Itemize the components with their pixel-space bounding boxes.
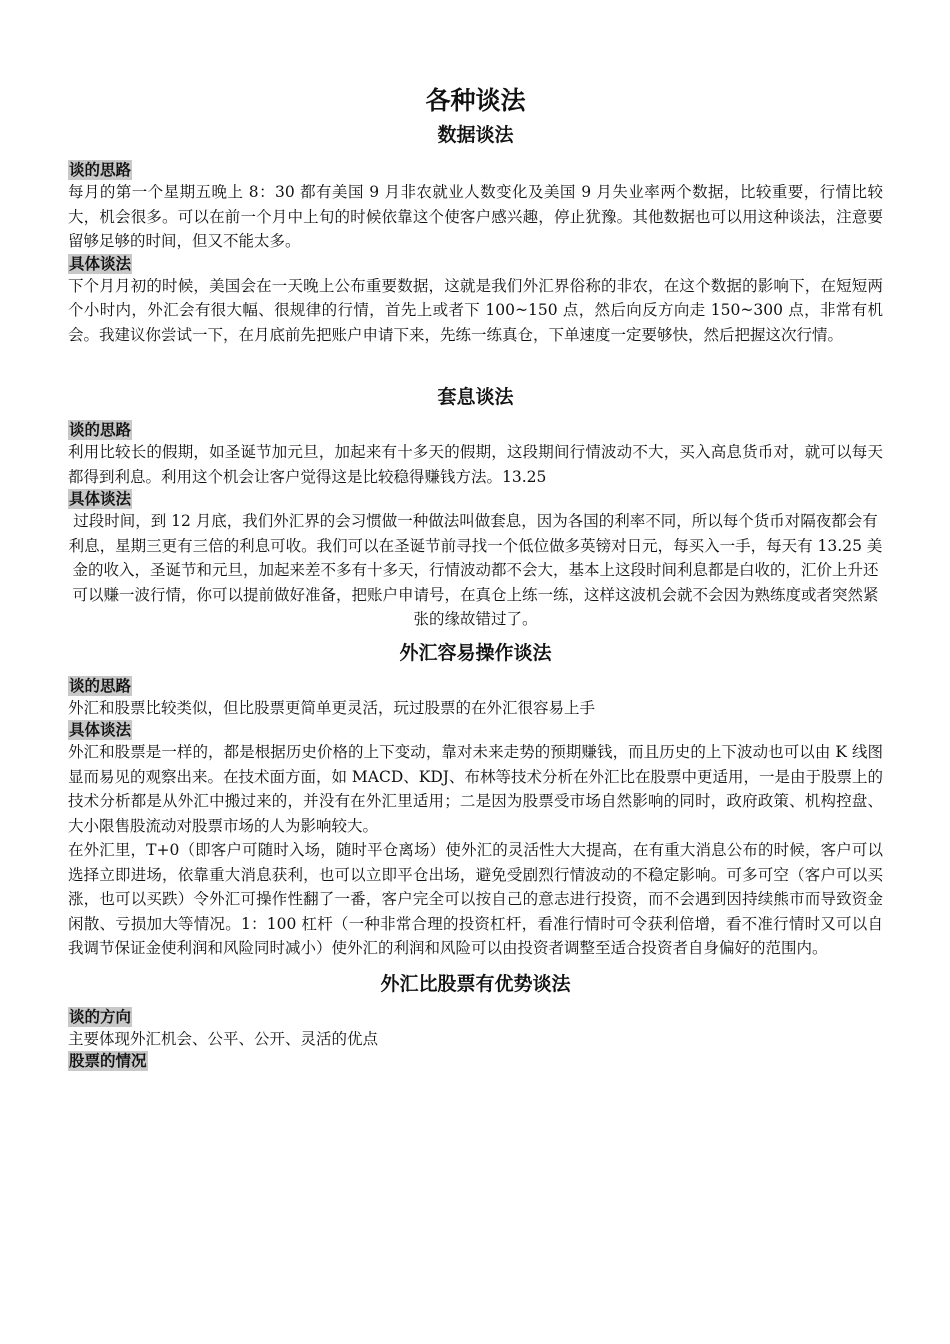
highlight-label: 谈的思路 <box>69 420 132 439</box>
section-interest-talk <box>68 384 883 632</box>
section-easy-operation-talk <box>68 640 883 961</box>
paragraph: 外汇和股票比较类似，但比股票更简单更灵活，玩过股票的在外汇很容易上手 <box>68 698 596 717</box>
paragraph: 过段时间，到 12 月底，我们外汇界的会习惯做一种做法叫做套息，因为各国的利率不同，所以每个货币对隔夜都会有利息，星期三更有三倍的利息可收。我们可以在圣诞节前寻找一个低位做多英镑对日元，每买入一手，每天有 13.25 美金的收入，圣诞节和元旦，加起来差不多有十多天，行情波动都不会大，基本上这段时间利息都是白收的，汇价上升还可以赚一波行情，你可以提前做好准备，把账户申请号，在真仓上练一练，这样这波机会就不会因为熟练度或者突然紧张的缘故错过了。 <box>68 512 883 628</box>
highlight-label: 谈的思路 <box>69 675 132 695</box>
highlight-label: 具体谈法 <box>69 253 132 273</box>
highlight-label: 谈的方向 <box>69 1006 132 1026</box>
section-forex-advantage-talk <box>68 971 883 1072</box>
highlight-label: 股票的情况 <box>69 1051 147 1070</box>
paragraph: 外汇和股票是一样的，都是根据历史价格的上下变动，靠对未来走势的预期赚钱，而且历史的上下波动也可以由 K 线图显而易见的观察出来。在技术面方面，如 MACD、KDJ、布林等技术分析在外汇比在股票中更适用，一是由于股票上的技术分析都是从外汇中搬过来的，并没有在外汇里适用；二是因为股票受市场自然影响的同时，政府政策、机构控盘、大小限售股流动对股票市场的人为影响较大。 <box>68 743 884 835</box>
document-title: 各种谈法 <box>425 86 526 115</box>
section-heading: 数据谈法 <box>437 124 514 146</box>
paragraph: 在外汇里，T+0（即客户可随时入场，随时平仓离场）使外汇的灵活性大大提高，在有重大消息公布的时候，客户可以选择立即进场，依靠重大消息获利，也可以立即平仓出场，避免受剧烈行情波动的不稳定影响。可多可空（客户可以买涨，也可以买跌）令外汇可操作性翻了一番，客户完全可以按自己的意志进行投资，而不会遇到因持续熊市而导致资金闲散、亏损加大等情况。1：100 杠杆（一种非常合理的投资杠杆，看准行情时可令获利倍增，看不准行情时又可以自我调节保证金使利润和风险同时减小）使外汇的利润和风险可以由投资者调整至适合投资者自身偏好的范围内。 <box>68 841 883 957</box>
paragraph: 下个月月初的时候，美国会在一天晚上公布重要数据，这就是我们外汇界俗称的非农，在这个数据的影响下，在短短两个小时内，外汇会有很大幅、很规律的行情，首先上或者下 100~150 点，然后向反方向走 150~300 点，非常有机会。我建议你尝试一下，在月底前先把账户申请下来，先练一练真仓，下单速度一定要够快，然后把握这次行情。 <box>68 276 883 344</box>
section-data-talk <box>68 122 883 347</box>
section-heading: 外汇容易操作谈法 <box>399 641 552 664</box>
section-heading: 套息谈法 <box>437 386 514 408</box>
paragraph: 主要体现外汇机会、公平、公开、灵活的优点 <box>68 1029 379 1048</box>
paragraph: 利用比较长的假期，如圣诞节加元旦，加起来有十多天的假期，这段期间行情波动不大，买入高息货币对，就可以每天都得到利息。利用这个机会让客户觉得这是比较稳得赚钱方法。13.25 <box>68 443 883 486</box>
highlight-label: 具体谈法 <box>69 720 132 739</box>
section-heading: 外汇比股票有优势谈法 <box>380 972 571 995</box>
paragraph: 每月的第一个星期五晚上 8：30 都有美国 9 月非农就业人数变化及美国 9 月失业率两个数据，比较重要，行情比较大，机会很多。可以在前一个月中上旬的时候依靠这个使客户感兴趣，停止犹豫。其他数据也可以用这种谈法，注意要留够足够的时间，但又不能太多。 <box>68 183 883 250</box>
document-page <box>68 0 883 1071</box>
highlight-label: 谈的思路 <box>69 160 132 179</box>
highlight-label: 具体谈法 <box>69 489 132 508</box>
